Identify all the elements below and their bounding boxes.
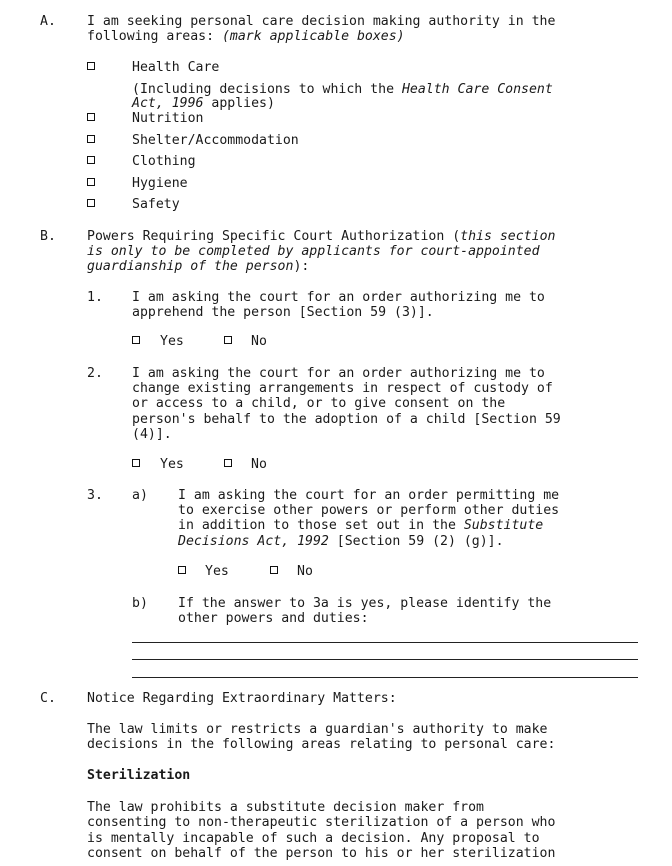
q2-no-label: No [251, 457, 267, 472]
q1-no-label: No [251, 334, 267, 349]
section-b-title-line3 [87, 259, 309, 274]
checkbox-nutrition[interactable] [87, 113, 95, 121]
title-italic: guardianship of the person [87, 259, 294, 274]
area-label-clothing: Clothing [132, 154, 196, 169]
health-care-note-line2 [132, 96, 275, 111]
section-c-para1-line2: decisions in the following areas relating to personal care: [87, 737, 556, 752]
area-label-shelter: Shelter/Accommodation [132, 133, 299, 148]
question-3a-line2: to exercise other powers or perform other duties [178, 503, 560, 518]
section-c-title: Notice Regarding Extraordinary Matters: [87, 691, 397, 706]
q1-yes-label: Yes [160, 334, 184, 349]
section-c-para2-line1: The law prohibits a substitute decision maker from [87, 800, 484, 815]
q2-yes-label: Yes [160, 457, 184, 472]
sterilization-heading: Sterilization [87, 768, 191, 783]
q3a-yes-checkbox[interactable] [178, 566, 186, 574]
question-2-line1: I am asking the court for an order authorizing me to [132, 366, 545, 381]
question-2-line2: change existing arrangements in respect of custody of [132, 381, 553, 396]
section-c-para2-line2: consenting to non-therapeutic sterilization of a person who [87, 815, 556, 830]
question-2-line4: person's behalf to the adoption of a child [Section 59 [132, 412, 561, 427]
question-3a-line4 [178, 534, 504, 549]
title-italic: this section [460, 229, 556, 244]
q3a-text: in addition to those set out in the [178, 518, 464, 533]
q1-no-checkbox[interactable] [224, 336, 232, 344]
checkbox-hygiene[interactable] [87, 178, 95, 186]
title-text: Powers Requiring Specific Court Authorization ( [87, 229, 461, 244]
question-2-number: 2. [87, 366, 103, 381]
question-3b-line2: other powers and duties: [178, 611, 369, 626]
question-3a-line1: I am asking the court for an order permitting me [178, 488, 560, 503]
area-label-hygiene: Hygiene [132, 176, 188, 191]
act-name: Health Care Consent [401, 82, 553, 97]
section-a-intro-line2 [87, 29, 405, 44]
q2-yes-checkbox[interactable] [132, 459, 140, 467]
section-c-letter: C. [40, 691, 56, 706]
area-label-nutrition: Nutrition [132, 111, 204, 126]
section-a-letter: A. [40, 14, 56, 29]
note-text-end: applies) [203, 96, 275, 111]
q3a-text-end: [Section 59 (2) (g)]. [328, 534, 504, 549]
question-3-number: 3. [87, 488, 103, 503]
question-1-line1: I am asking the court for an order authorizing me to [132, 290, 545, 305]
section-c-para2-line4: consent on behalf of the person to his or her sterilization [87, 846, 556, 861]
q3a-yes-label: Yes [205, 564, 229, 579]
checkbox-safety[interactable] [87, 199, 95, 207]
q3a-no-checkbox[interactable] [270, 566, 278, 574]
note-text: (Including decisions to which the [132, 82, 402, 97]
question-2-line3: or access to a child, or to give consent on the [132, 396, 506, 411]
act-year: Act, 1996 [132, 96, 204, 111]
q1-yes-checkbox[interactable] [132, 336, 140, 344]
intro-instruction: (mark applicable boxes) [221, 29, 405, 44]
area-label-safety: Safety [132, 197, 180, 212]
checkbox-shelter[interactable] [87, 135, 95, 143]
section-b-title-line1 [87, 229, 555, 244]
question-3b-letter: b) [132, 596, 148, 611]
health-care-note-line1 [132, 82, 553, 97]
title-italic: is only to be completed by applicants for court-appointed [87, 244, 540, 259]
area-label-health-care: Health Care [132, 60, 220, 75]
question-3b-line1: If the answer to 3a is yes, please identify the [178, 596, 552, 611]
question-3a-letter: a) [132, 488, 148, 503]
question-2-line5: (4)]. [132, 427, 172, 442]
section-c-para1-line1: The law limits or restricts a guardian's authority to make [87, 722, 548, 737]
q2-no-checkbox[interactable] [224, 459, 232, 467]
section-a-intro-line1: I am seeking personal care decision making authority in the [87, 14, 556, 29]
checkbox-clothing[interactable] [87, 156, 95, 164]
question-1-number: 1. [87, 290, 103, 305]
section-c-para2-line3: is mentally incapable of such a decision. Any proposal to [87, 831, 540, 846]
act-name: Substitute [463, 518, 544, 533]
intro-text: following areas: [87, 29, 222, 44]
checkbox-health-care[interactable] [87, 62, 95, 70]
question-3a-line3 [178, 518, 543, 533]
other-powers-answer-line-2[interactable] [132, 659, 638, 660]
other-powers-answer-line-1[interactable] [132, 642, 638, 643]
section-b-title-line2 [87, 244, 540, 259]
question-1-line2: apprehend the person [Section 59 (3)]. [132, 305, 434, 320]
q3a-no-label: No [297, 564, 313, 579]
section-b-letter: B. [40, 229, 56, 244]
title-end: ): [293, 259, 310, 274]
act-name-year: Decisions Act, 1992 [178, 534, 329, 549]
other-powers-answer-line-3[interactable] [132, 677, 638, 678]
